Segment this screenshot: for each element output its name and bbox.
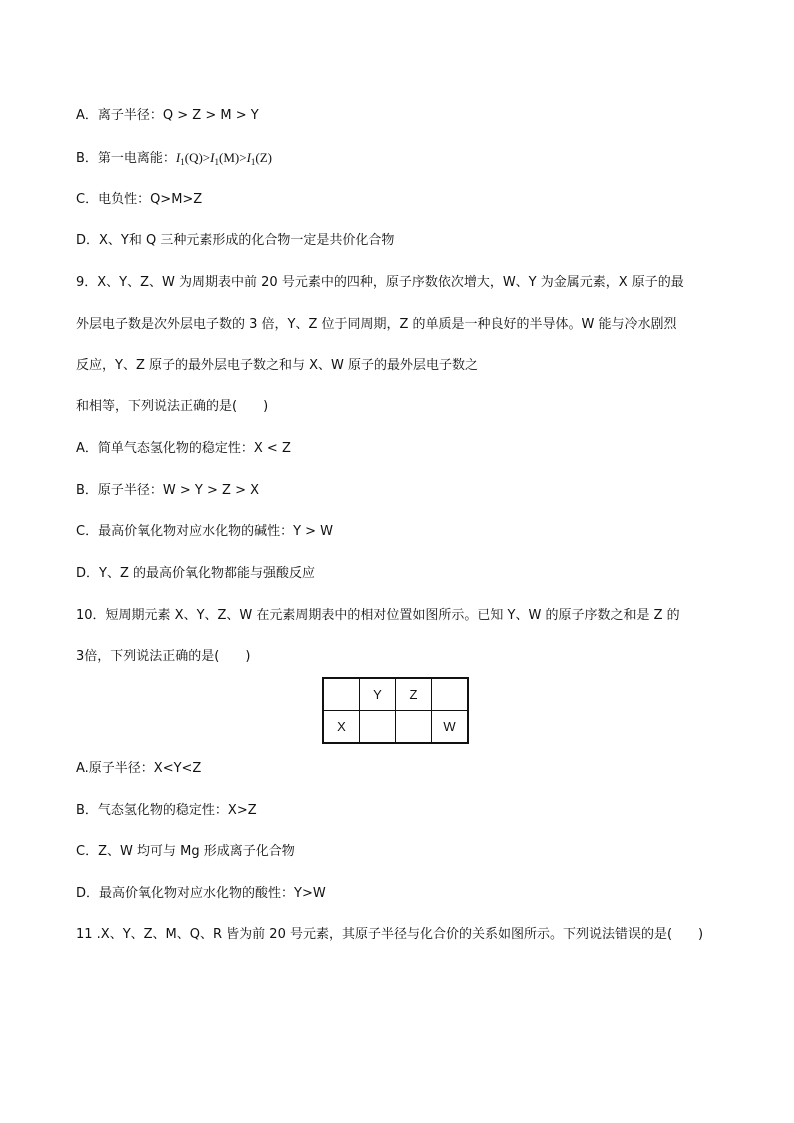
q8-option-a: A．离子半径：Q > Z > M > Y bbox=[76, 108, 259, 123]
q8-option-b-part2: (M)> bbox=[219, 150, 247, 165]
ionization-subscript: 1 bbox=[250, 157, 256, 167]
table-row bbox=[323, 711, 468, 744]
q9-stem-line4: 和相等，下列说法正确的是( ) bbox=[76, 399, 269, 414]
q9-option-c: C．最高价氧化物对应水化物的碱性：Y > W bbox=[76, 524, 334, 539]
ionization-symbol: I bbox=[210, 150, 215, 165]
q8-option-b bbox=[76, 149, 272, 171]
q11-stem-line1: 11 .X、Y、Z、M、Q、R 皆为前 20 号元素，其原子半径与化合价的关系如图所示。下列说法错误的是( ) bbox=[76, 927, 704, 942]
ionization-subscript: 1 bbox=[180, 157, 185, 167]
q10-option-b: B．气态氢化物的稳定性：X>Z bbox=[76, 803, 257, 818]
q10-option-a: A.原子半径：X<Y<Z bbox=[76, 761, 202, 776]
q10-stem-line1: 10．短周期元素 X、Y、Z、W 在元素周期表中的相对位置如图所示。已知 Y、W 的原子序数之和是 Z 的 bbox=[76, 608, 680, 623]
table-cell: W bbox=[432, 711, 469, 744]
ionization-symbol: I bbox=[246, 150, 251, 165]
q8-option-c: C．电负性：Q>M>Z bbox=[76, 192, 203, 207]
q9-option-d: D．Y、Z 的最高价氧化物都能与强酸反应 bbox=[76, 566, 315, 581]
table-cell: X bbox=[323, 711, 360, 744]
q9-stem-line1: 9．X、Y、Z、W 为周期表中前 20 号元素中的四种，原子序数依次增大，W、Y 为金属元素，X 原子的最 bbox=[76, 275, 684, 290]
q8-option-d: D．X、Y和 Q 三种元素形成的化合物一定是共价化合物 bbox=[76, 233, 395, 248]
q10-stem-line2: 3倍，下列说法正确的是( ) bbox=[76, 649, 251, 664]
ionization-subscript: 1 bbox=[214, 157, 219, 167]
table-cell bbox=[396, 711, 432, 744]
ionization-symbol: I bbox=[175, 150, 181, 165]
table-cell bbox=[323, 678, 360, 711]
q8-option-b-prefix: B．第一电离能： bbox=[76, 151, 176, 166]
table-cell bbox=[360, 711, 396, 744]
periodic-position-table bbox=[322, 677, 469, 744]
q9-option-b: B．原子半径：W > Y > Z > X bbox=[76, 483, 259, 498]
table-cell: Y bbox=[360, 678, 396, 711]
table-cell bbox=[432, 678, 469, 711]
q8-option-b-part1: (Q)> bbox=[184, 150, 211, 165]
table-row bbox=[323, 678, 468, 711]
q9-stem-line2: 外层电子数是次外层电子数的 3 倍，Y、Z 位于同周期，Z 的单质是一种良好的半导体。W 能与冷水剧烈 bbox=[76, 317, 677, 332]
q10-option-d: D．最高价氧化物对应水化物的酸性：Y>W bbox=[76, 886, 326, 901]
q9-stem-line3: 反应，Y、Z 原子的最外层电子数之和与 X、W 原子的最外层电子数之 bbox=[76, 358, 479, 373]
q10-option-c: C．Z、W 均可与 Mg 形成离子化合物 bbox=[76, 844, 295, 859]
q8-option-b-part3: (Z) bbox=[255, 150, 273, 165]
table-cell: Z bbox=[396, 678, 432, 711]
q9-option-a: A．简单气态氢化物的稳定性：X < Z bbox=[76, 441, 291, 456]
